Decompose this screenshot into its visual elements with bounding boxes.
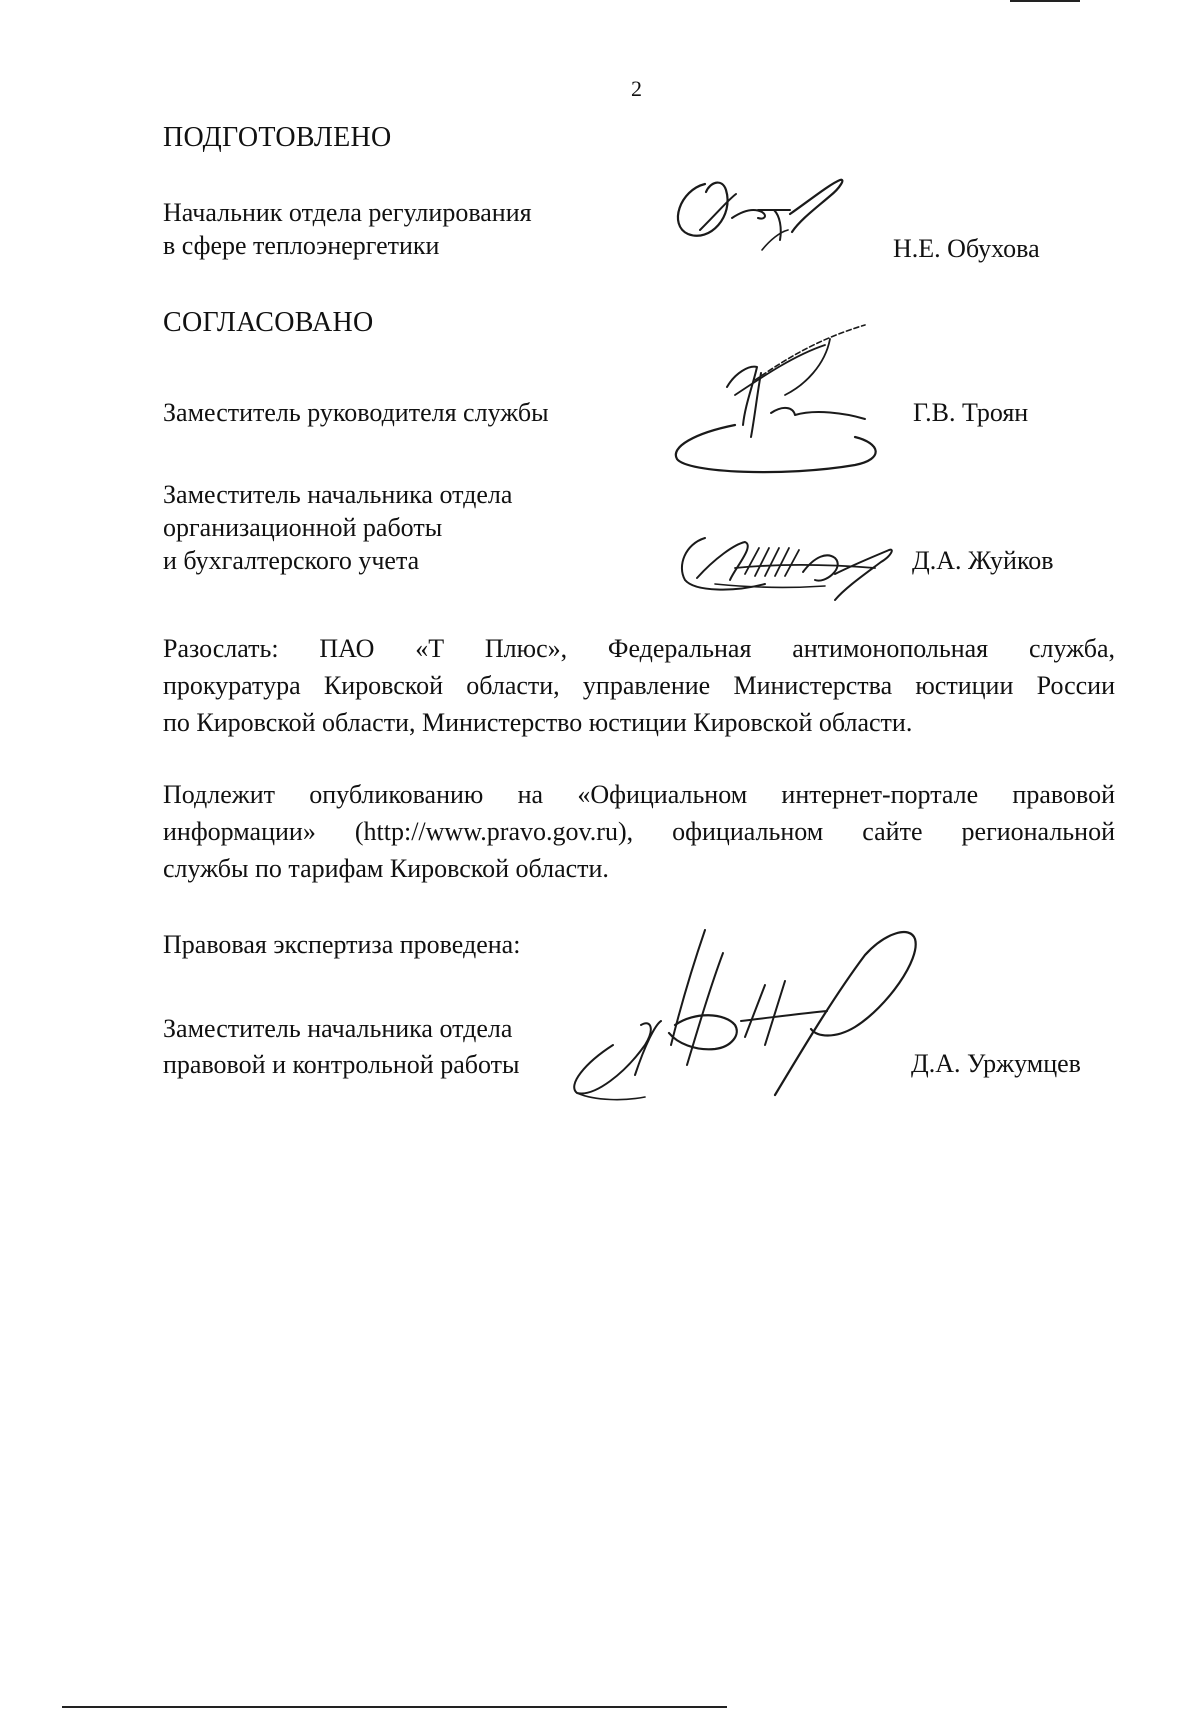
page-number: 2 xyxy=(631,76,642,101)
approved-signatory-1-name: Г.В. Троян xyxy=(913,398,1029,427)
legal-review-heading: Правовая экспертиза проведена: xyxy=(163,930,521,959)
approved-signatory-2-name: Д.А. Жуйков xyxy=(912,546,1054,575)
legal-review-position xyxy=(163,1011,519,1083)
distribution-line: прокуратура Кировской области, управление Министерства юстиции России xyxy=(163,671,1115,700)
prepared-position-line: в сфере теплоэнергетики xyxy=(163,231,440,260)
signatory-position-line: и бухгалтерского учета xyxy=(163,546,420,575)
signatory-position-line: Заместитель руководителя службы xyxy=(163,398,549,427)
approved-heading: СОГЛАСОВАНО xyxy=(163,307,374,338)
signature-obukhova xyxy=(670,170,850,265)
scan-edge-mark-bottom xyxy=(62,1706,727,1708)
signature-urzhumtsev xyxy=(565,925,920,1105)
scan-edge-mark-top xyxy=(1010,0,1080,2)
legal-review-position-line: Заместитель начальника отдела xyxy=(163,1014,513,1043)
prepared-name: Н.Е. Обухова xyxy=(893,234,1040,263)
prepared-heading: ПОДГОТОВЛЕНО xyxy=(163,122,392,153)
legal-review-position-line: правовой и контрольной работы xyxy=(163,1050,520,1079)
approved-signatory-2-position xyxy=(163,478,512,577)
approved-signatory-1-position xyxy=(163,396,549,429)
publication-paragraph xyxy=(163,776,1115,887)
legal-review-name: Д.А. Уржумцев xyxy=(911,1049,1081,1078)
distribution-paragraph xyxy=(163,630,1115,741)
signature-zhuykov xyxy=(675,528,900,608)
signatory-position-line: организационной работы xyxy=(163,513,443,542)
prepared-position-line: Начальник отдела регулирования xyxy=(163,198,532,227)
publication-line: Подлежит опубликованию на «Официальном интернет-портале правовой xyxy=(163,780,1115,809)
distribution-line: по Кировской области, Министерство юстиции Кировской области. xyxy=(163,708,913,737)
signatory-position-line: Заместитель начальника отдела xyxy=(163,480,513,509)
publication-line: информации» (http://www.pravo.gov.ru), официальном сайте региональной xyxy=(163,817,1115,846)
prepared-position xyxy=(163,196,532,262)
publication-line: службы по тарифам Кировской области. xyxy=(163,854,609,883)
signature-troyan xyxy=(665,325,890,480)
distribution-line: Разослать: ПАО «Т Плюс», Федеральная антимонопольная служба, xyxy=(163,634,1115,663)
